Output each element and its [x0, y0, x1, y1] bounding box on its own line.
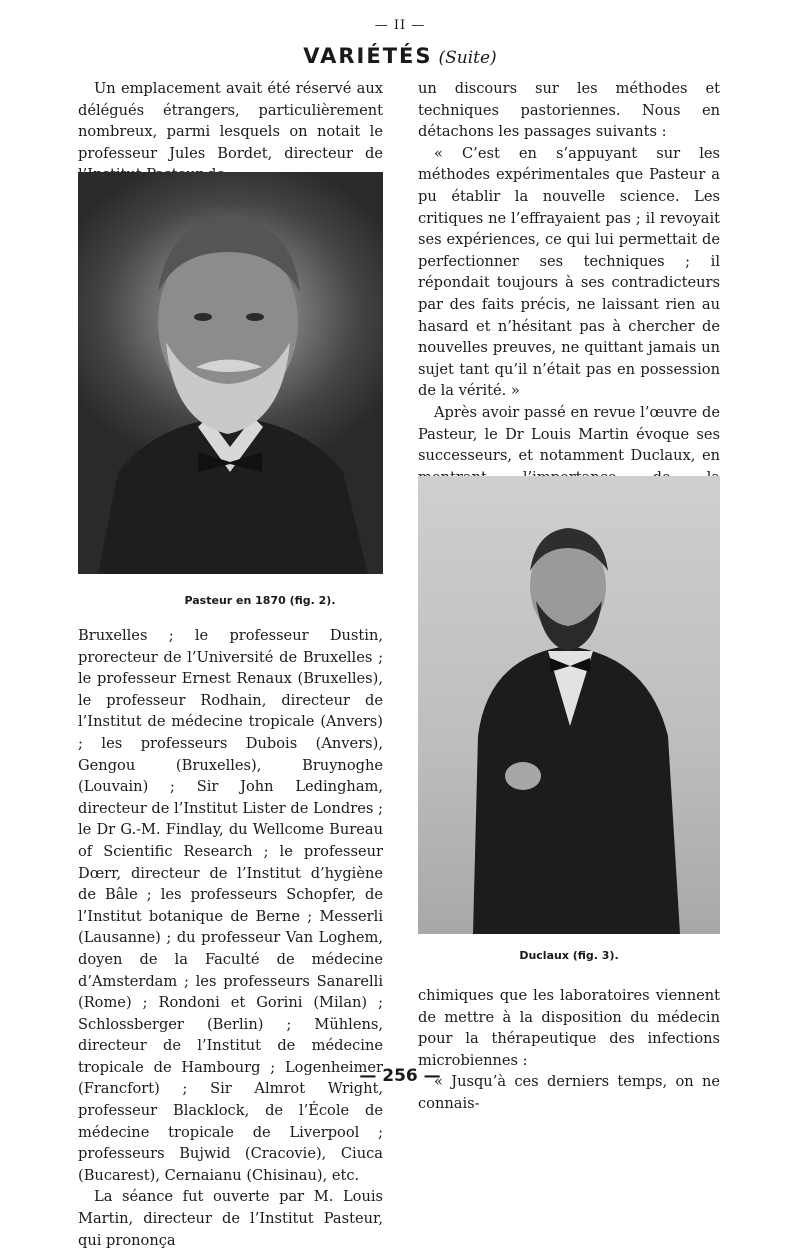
paragraph: Après avoir passé en revue l’œuvre de Pasteur, le Dr Louis Martin évoque ses successeurs, et notamment Duclaux, en: [418, 403, 720, 465]
roman-page-number: — II —: [374, 18, 426, 33]
column-right-bottom: [418, 985, 720, 1115]
paragraph: Un emplacement avait été réservé aux délégués étrangers, particulièrement nombreux, parmi lesquels on notait le professeur Jules Bordet, directeur de: [78, 80, 383, 162]
portrait-illustration: [78, 172, 383, 574]
paragraph: La séance fut ouverte par M. Louis Martin, directeur de l’Institut Pasteur, qui prononça: [78, 1188, 383, 1249]
portrait-illustration: [418, 476, 720, 934]
section-title-main: VARIÉTÉS: [303, 44, 433, 68]
column-left-top: [78, 78, 383, 186]
section-title: [0, 44, 800, 68]
paragraph: « Jusqu’à ces derniers temps, on ne connais-: [418, 1073, 720, 1112]
section-title-suite: (Suite): [438, 48, 497, 68]
column-left-bottom: [78, 625, 383, 1251]
portrait-photo-duclaux: [418, 476, 720, 934]
paragraph: chimiques que les laboratoires viennent de mettre à la disposition du médecin pour la thérapeutique des infections microbiennes :: [418, 987, 720, 1069]
paragraph: un discours sur les méthodes et techniques pastoriennes. Nous en détachons les passages suivants :: [418, 80, 720, 141]
page-number: — 256 —: [359, 1066, 441, 1086]
portrait-photo-pasteur: [78, 172, 383, 574]
paragraph: Bruxelles ; le professeur Dustin, prorecteur de l’Université de Bruxelles ; le professeur Ernest Renaux (Bruxelles), le professeur Rodhain, directeur de l’Institut de médecine tropicale (Anvers) ; les professeurs Dubois (Anvers), Gengou (Bruxelles), Bruynoghe (Louvain) ; Sir John Ledingham, directeur de l’Institut Lister de Londres ; le Dr G.-M. Findlay, du Wellcome Bureau of Scientific Research ; le professeur Dœrr, directeur de l’Institut d’hygiène de Bâle ; les professeurs Schopfer, de l’Institut botanique de Berne ; Messerli (Lausanne) ; du professeur Van Loghem, doyen de la Faculté de médecine d’Amsterdam ; les professeurs Sanarelli (Rome) ; Rondoni et Gorini (Milan) ; Schlossberger (Berlin) ; Mühlens, directeur de l’Institut de médecine tropicale de Hambourg ; Logenheimer (Francfort) ; Sir Almrot Wright, professeur Blacklock, de l’École de médecine tropicale de Liverpool ; professeurs Bujwid (Cracovie), Ciuca (Bucarest), Cernaianu (Chisinau), etc.: [78, 627, 383, 1184]
paragraph: « C’est en s’appuyant sur les méthodes expérimentales que Pasteur a pu établir la nouvelle science. Les critiques ne l’effrayaient pas ; il revoyait ses expériences, ce qui lui permettait de perfectionner ses techniques ; il répondait toujours à ses contradicteurs par des faits précis, ne laissant rien au hasard et n’hésitant pas à chercher de nouvelles preuves, ne quittant jamais un sujet tant qu’il n’était pas en possession de la vérité. »: [418, 144, 720, 400]
figure-caption-fig2: Pasteur en 1870 (fig. 2).: [184, 594, 336, 607]
figure-caption-fig3: Duclaux (fig. 3).: [519, 949, 619, 962]
